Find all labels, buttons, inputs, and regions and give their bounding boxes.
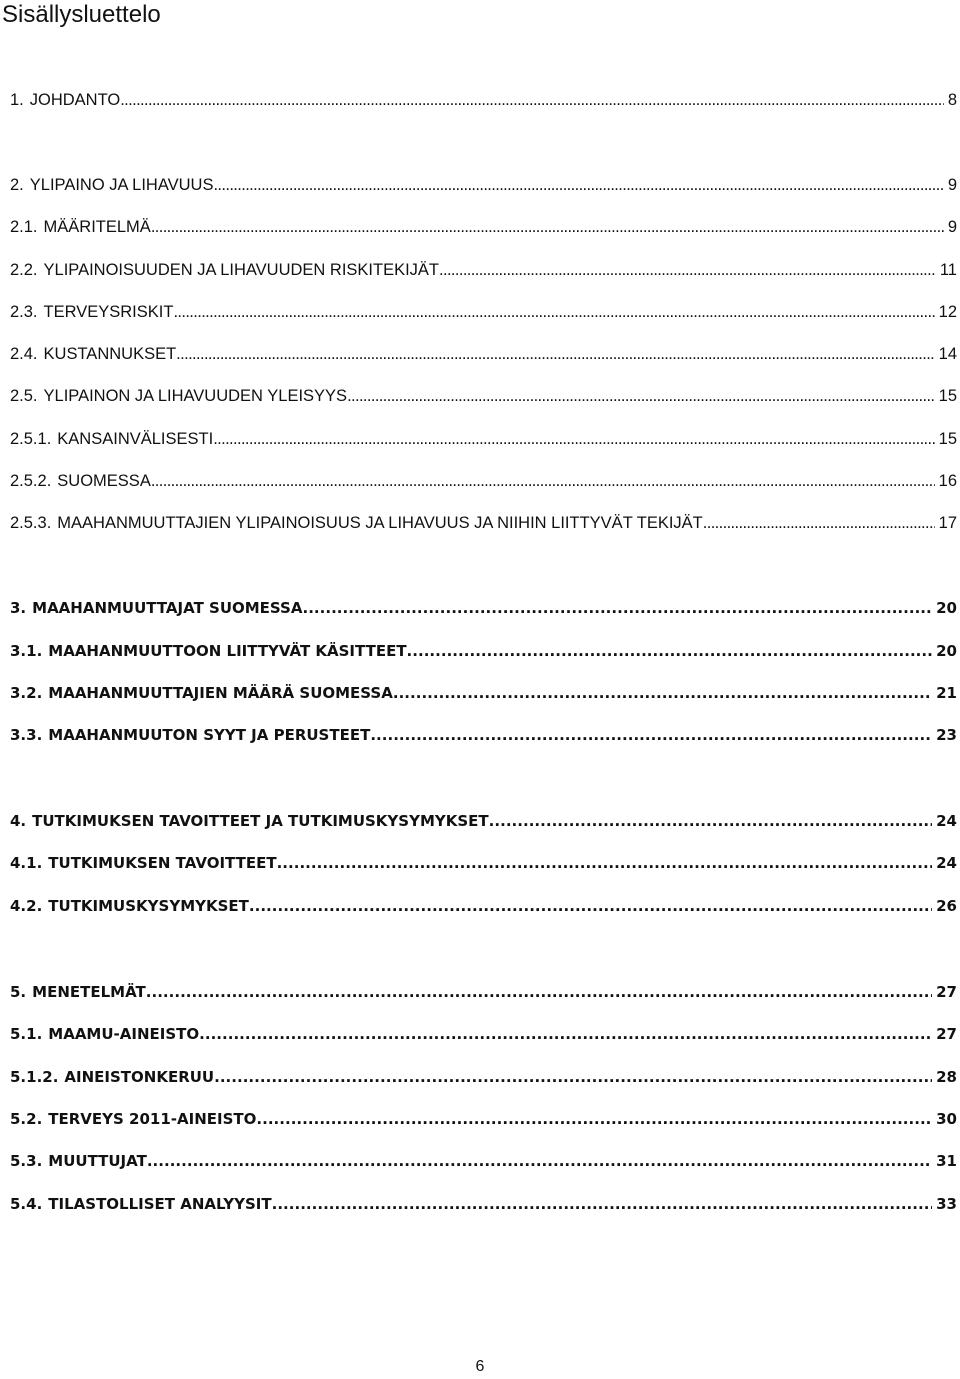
toc-entry-number: 2.5.3. [10, 514, 52, 532]
toc-entry-title: TERVEYSRISKIT [43, 303, 174, 321]
toc-entry-page: 15 [938, 387, 957, 405]
toc-entry-number: 2.2. [10, 261, 38, 279]
toc-entry-title: TILASTOLLISET ANALYYSIT [48, 1195, 272, 1213]
toc-entry-page: 23 [936, 726, 957, 744]
toc-entry[interactable] [10, 384, 957, 408]
toc-entry-number: 3.1. [10, 642, 43, 660]
toc-entry-title: MAAHANMUUTTAJIEN YLIPAINOISUUS JA LIHAVUUS JA NIIHIN LIITTYVÄT TEKIJÄT [57, 514, 703, 532]
toc-entry-number: 5. [10, 983, 27, 1001]
toc-entry-number: 4. [10, 812, 27, 830]
toc-dot-leader [120, 88, 944, 112]
toc-entry-number: 3.2. [10, 684, 43, 702]
toc-entry-number: 2.3. [10, 303, 38, 321]
toc-entry-title: MÄÄRITELMÄ [43, 218, 151, 236]
toc-entry-number: 2.5.1. [10, 430, 52, 448]
toc-entry-page: 14 [938, 345, 957, 363]
toc-dot-leader [213, 173, 943, 197]
toc-entry-page: 20 [936, 599, 957, 617]
toc-entry-page: 12 [938, 303, 957, 321]
toc-dot-leader [151, 215, 944, 239]
toc-entry-page: 11 [939, 261, 957, 279]
toc-dot-leader [173, 300, 934, 324]
toc-entry-page: 17 [938, 514, 957, 532]
toc-entry-title: KUSTANNUKSET [43, 345, 177, 363]
toc-entry-title: TUTKIMUKSEN TAVOITTEET JA TUTKIMUSKYSYMYKSET [32, 812, 489, 830]
toc-entry[interactable] [10, 723, 957, 747]
toc-dot-leader [302, 596, 932, 620]
toc-entry-title: SUOMESSA [57, 472, 151, 490]
toc-entry-page: 20 [936, 642, 957, 660]
document-title: Sisällysluettelo [2, 1, 161, 28]
toc-entry-title: MENETELMÄT [32, 983, 146, 1001]
toc-entry[interactable] [10, 809, 957, 833]
toc-entry[interactable] [10, 511, 957, 535]
toc-entry-number: 5.1.2. [10, 1068, 59, 1086]
toc-entry-number: 1. [10, 91, 24, 109]
toc-entry-page: 33 [936, 1195, 957, 1213]
page-number: 6 [475, 1358, 485, 1375]
toc-entry[interactable] [10, 1022, 957, 1046]
toc-entry[interactable] [10, 173, 957, 197]
toc-entry-title: YLIPAINO JA LIHAVUUS [29, 176, 214, 194]
toc-entry-title: MAAHANMUUTTAJIEN MÄÄRÄ SUOMESSA [48, 684, 393, 702]
toc-entry-title: AINEISTONKERUU [64, 1068, 215, 1086]
toc-dot-leader [214, 1065, 932, 1089]
toc-dot-leader [147, 1149, 932, 1173]
toc-entry-title: MAAHANMUUTON SYYT JA PERUSTEET [48, 726, 371, 744]
toc-entry-page: 15 [938, 430, 957, 448]
toc-entry[interactable] [10, 980, 957, 1004]
toc-entry-page: 27 [936, 983, 957, 1001]
toc-entry-number: 2.1. [10, 218, 38, 236]
toc-entry-number: 3.3. [10, 726, 43, 744]
toc-entry-number: 5.2. [10, 1110, 43, 1128]
toc-entry-page: 30 [936, 1110, 957, 1128]
toc-entry-title: MAAHANMUUTTOON LIITTYVÄT KÄSITTEET [48, 642, 407, 660]
toc-dot-leader [249, 894, 932, 918]
toc-entry-number: 5.4. [10, 1195, 43, 1213]
toc-entry-page: 31 [936, 1152, 957, 1170]
toc-dot-leader [370, 723, 932, 747]
toc-dot-leader [151, 469, 935, 493]
toc-dot-leader [176, 342, 934, 366]
toc-entry-title: MAAMU-AINEISTO [48, 1025, 200, 1043]
toc-entry-title: TUTKIMUSKYSYMYKSET [48, 897, 249, 915]
toc-entry-title: TERVEYS 2011-AINEISTO [48, 1110, 257, 1128]
toc-entry-number: 2.5. [10, 387, 38, 405]
toc-entry-title: MUUTTUJAT [48, 1152, 147, 1170]
toc-entry-page: 24 [936, 854, 957, 872]
toc-entry-page: 27 [936, 1025, 957, 1043]
toc-dot-leader [256, 1107, 932, 1131]
toc-entry[interactable] [10, 258, 957, 282]
toc-entry[interactable] [10, 894, 957, 918]
toc-entry[interactable] [10, 300, 957, 324]
toc-entry[interactable] [10, 469, 957, 493]
toc-entry[interactable] [10, 639, 957, 663]
toc-entry[interactable] [10, 596, 957, 620]
toc-entry-page: 8 [947, 91, 957, 109]
toc-dot-leader [146, 980, 932, 1004]
toc-dot-leader [489, 809, 932, 833]
toc-dot-leader [277, 851, 933, 875]
toc-entry[interactable] [10, 1192, 957, 1216]
toc-entry-number: 4.1. [10, 854, 43, 872]
toc-dot-leader [213, 427, 934, 451]
toc-entry-number: 4.2. [10, 897, 43, 915]
toc-entry[interactable] [10, 1065, 957, 1089]
toc-entry[interactable] [10, 88, 957, 112]
toc-entry[interactable] [10, 851, 957, 875]
toc-entry[interactable] [10, 342, 957, 366]
toc-dot-leader [393, 681, 932, 705]
toc-dot-leader [272, 1192, 933, 1216]
toc-dot-leader [439, 258, 936, 282]
toc-entry-page: 9 [947, 176, 957, 194]
toc-dot-leader [407, 639, 933, 663]
toc-entry[interactable] [10, 1149, 957, 1173]
toc-entry-page: 16 [938, 472, 957, 490]
toc-entry-number: 5.3. [10, 1152, 43, 1170]
toc-entry[interactable] [10, 1107, 957, 1131]
toc-dot-leader [199, 1022, 932, 1046]
toc-entry-page: 9 [947, 218, 957, 236]
toc-entry-title: YLIPAINOISUUDEN JA LIHAVUUDEN RISKITEKIJÄT [43, 261, 440, 279]
toc-dot-leader [347, 384, 935, 408]
toc-entry-number: 2. [10, 176, 24, 194]
toc-dot-leader [703, 511, 935, 535]
toc-entry-title: TUTKIMUKSEN TAVOITTEET [48, 854, 277, 872]
toc-entry[interactable] [10, 681, 957, 705]
toc-entry-title: YLIPAINON JA LIHAVUUDEN YLEISYYS [43, 387, 348, 405]
toc-entry-page: 21 [936, 684, 957, 702]
toc-entry[interactable] [10, 427, 957, 451]
toc-entry-number: 2.4. [10, 345, 38, 363]
toc-entry-number: 5.1. [10, 1025, 43, 1043]
toc-entry-page: 24 [936, 812, 957, 830]
toc-entry-page: 28 [936, 1068, 957, 1086]
toc-entry-title: MAAHANMUUTTAJAT SUOMESSA [32, 599, 303, 617]
toc-entry-title: JOHDANTO [29, 91, 121, 109]
toc-entry-number: 3. [10, 599, 27, 617]
toc-entry-number: 2.5.2. [10, 472, 52, 490]
toc-entry[interactable] [10, 215, 957, 239]
toc-entry-title: KANSAINVÄLISESTI [57, 430, 214, 448]
toc-entry-page: 26 [936, 897, 957, 915]
